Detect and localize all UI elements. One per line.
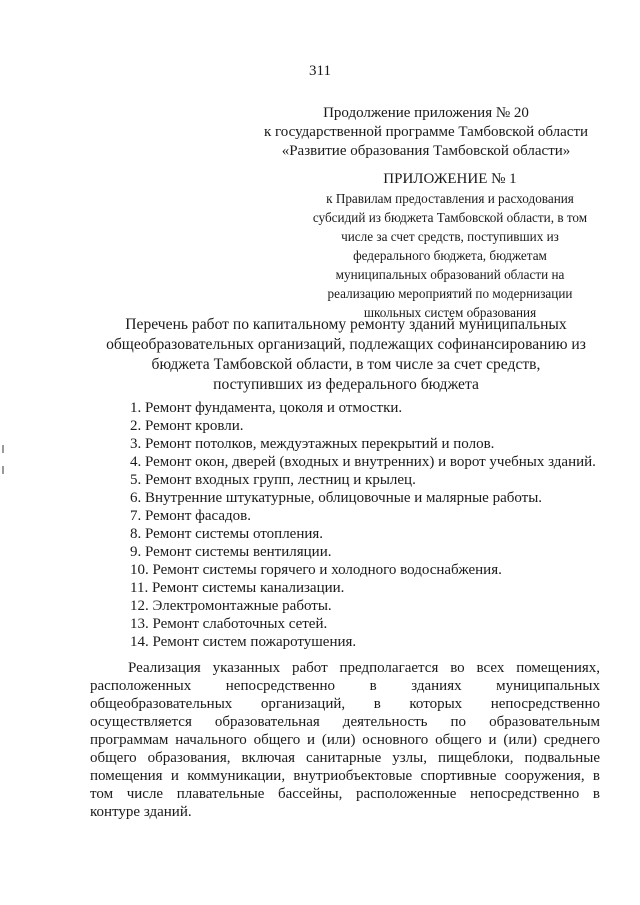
appendix-title: ПРИЛОЖЕНИЕ № 1 [383, 171, 517, 187]
scan-margin-mark [2, 445, 4, 453]
works-list-item: 6. Внутренние штукатурные, облицовочные и малярные работы. [130, 490, 543, 506]
works-list-item: 12. Электромонтажные работы. [130, 598, 332, 614]
paragraph-line: осуществляется образовательная деятельность по образовательным [90, 714, 600, 730]
works-list-item: 3. Ремонт потолков, междуэтажных перекрытий и полов. [130, 436, 495, 452]
works-list-item: 4. Ремонт окон, дверей (входных и внутренних) и ворот учебных зданий. [130, 454, 596, 470]
works-list-item: 14. Ремонт систем пожаротушения. [130, 634, 357, 650]
paragraph-line: общего образования, включая санитарные узлы, пищеблоки, подвальные [90, 750, 600, 766]
works-list-item: 8. Ремонт системы отопления. [130, 526, 324, 542]
document-title-line: бюджета Тамбовской области, в том числе за счет средств, [151, 356, 541, 373]
paragraph-line: общеобразовательных организаций, в которых непосредственно [90, 696, 600, 712]
header-line: «Развитие образования Тамбовской области» [281, 143, 571, 159]
paragraph-line: программам начального общего и (или) основного общего и (или) среднего [90, 732, 600, 748]
document-title-line: поступивших из федерального бюджета [213, 376, 479, 393]
works-list-item: 9. Ремонт системы вентиляции. [130, 544, 332, 560]
works-list-item: 13. Ремонт слаботочных сетей. [130, 616, 328, 632]
paragraph-line: том числе плавательные бассейны, расположенные непосредственно в [90, 786, 600, 802]
appendix-line: субсидий из бюджета Тамбовской области, в том [312, 210, 588, 225]
program-header [256, 104, 596, 161]
works-list-item: 5. Ремонт входных групп, лестниц и крылец. [130, 472, 416, 488]
works-list-item: 2. Ремонт кровли. [130, 418, 244, 434]
document-title-line: общеобразовательных организаций, подлежащих софинансированию из [106, 336, 586, 353]
works-list [90, 399, 600, 651]
scan-margin-mark [2, 466, 4, 474]
scope-paragraph [90, 659, 600, 821]
appendix-line: к Правилам предоставления и расходования [326, 191, 574, 206]
document-title-line: Перечень работ по капитальному ремонту зданий муниципальных [125, 316, 567, 333]
appendix-line: школьных систем образования [363, 305, 537, 320]
header-line: к государственной программе Тамбовской области [263, 124, 589, 140]
appendix-block [300, 170, 600, 322]
works-list-item: 10. Ремонт системы горячего и холодного водоснабжения. [130, 562, 502, 578]
appendix-line: реализацию мероприятий по модернизации [327, 286, 573, 301]
works-list-item: 7. Ремонт фасадов. [130, 508, 251, 524]
paragraph-line: Реализация указанных работ предполагается во всех помещениях, [128, 660, 600, 676]
page-number: 311 [309, 63, 331, 79]
paragraph-line: расположенных непосредственно в зданиях муниципальных [90, 678, 600, 694]
appendix-line: числе за счет средств, поступивших из [341, 229, 559, 244]
paragraph-line: помещения и коммуникации, внутриобъектовые спортивные сооружения, в [90, 768, 600, 784]
appendix-line: федерального бюджета, бюджетам [353, 248, 547, 263]
works-list-item: 11. Ремонт системы канализации. [130, 580, 345, 596]
document-title [96, 315, 596, 395]
header-line: Продолжение приложения № 20 [323, 105, 529, 121]
appendix-line: муниципальных образований области на [335, 267, 565, 282]
paragraph-line: контуре зданий. [90, 804, 192, 820]
works-list-item: 1. Ремонт фундамента, цоколя и отмостки. [130, 400, 403, 416]
